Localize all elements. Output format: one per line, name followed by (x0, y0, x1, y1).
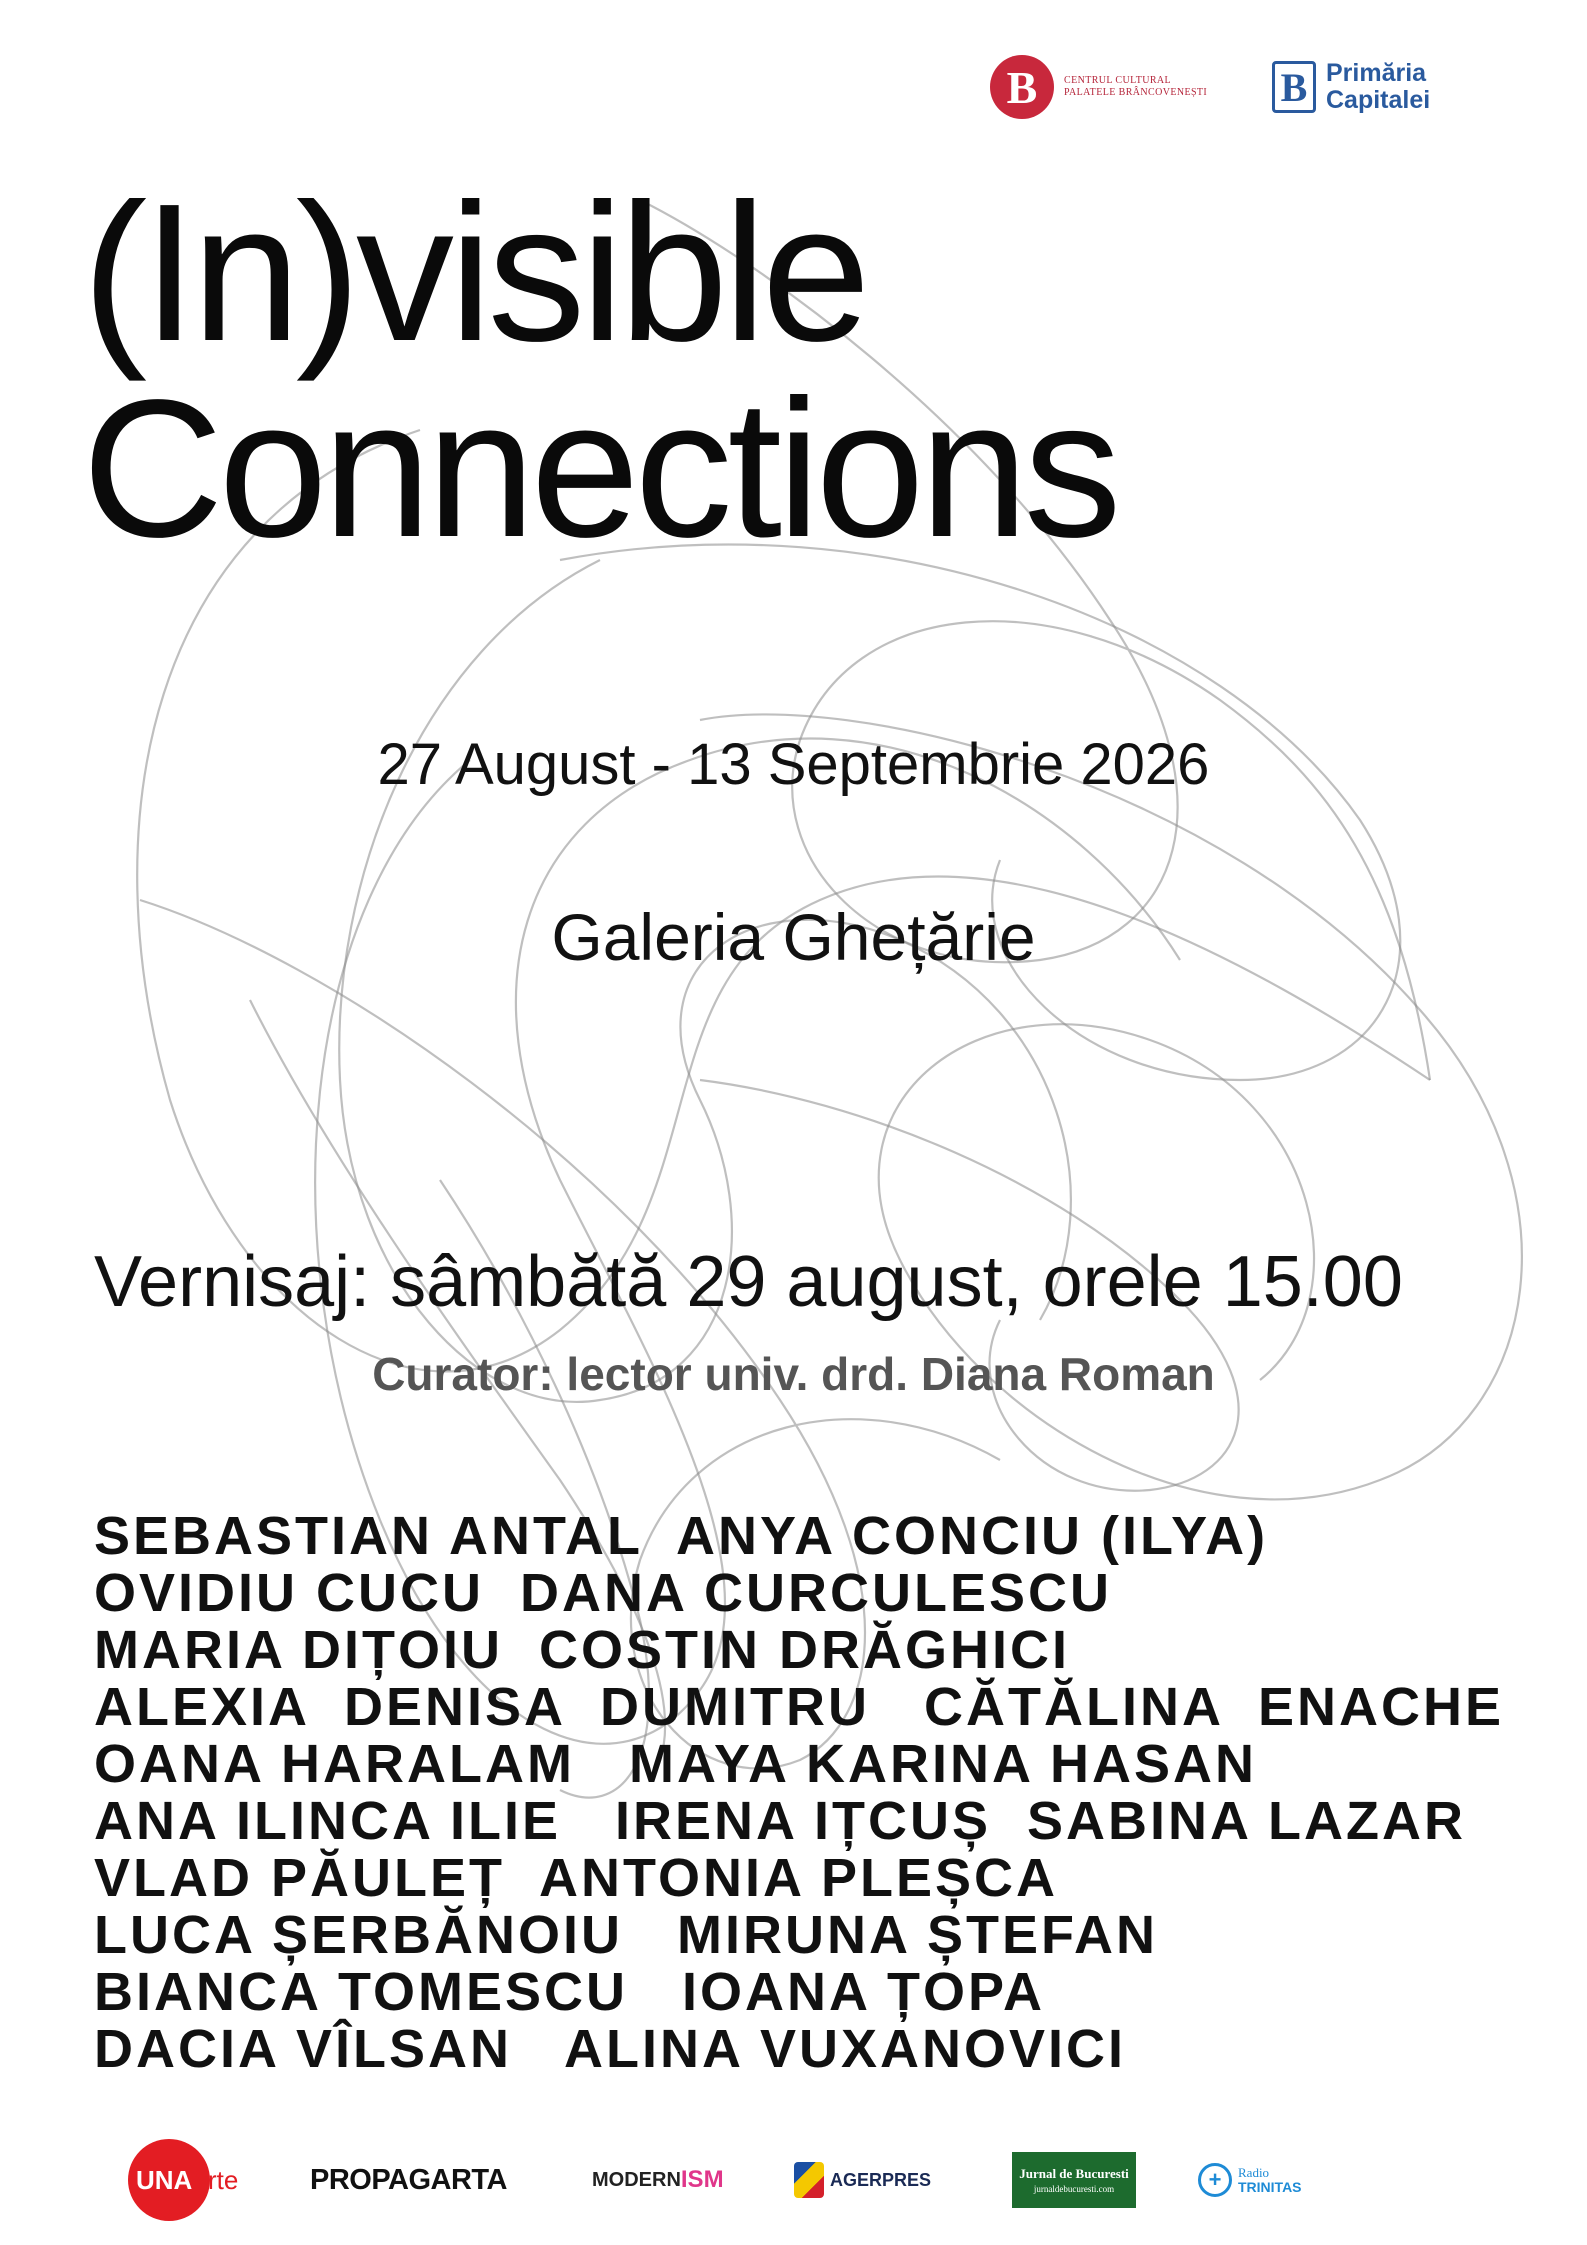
cultural-center-wordmark (1064, 75, 1234, 99)
title-line-1: (In)visible (82, 163, 866, 382)
sponsor-strip (0, 2140, 1587, 2220)
artist-line: SEBASTIAN ANTAL ANYA CONCIU (ILYA) (94, 1506, 1269, 1566)
city-hall-line1: Primăria (1326, 59, 1427, 87)
unarte-circle-icon: UNA (128, 2139, 210, 2221)
cultural-center-line2: PALATELE BRÂNCOVENEȘTI (1064, 87, 1208, 98)
exhibition-dates: 27 August - 13 Septembrie 2026 (377, 732, 1210, 797)
city-hall-wordmark (1326, 60, 1430, 114)
modernism-logo (592, 2140, 724, 2220)
cultural-center-logo (980, 44, 1246, 130)
radio-line2: TRINITAS (1238, 2178, 1302, 2195)
artist-list (94, 1508, 1504, 2078)
artist-line: OANA HARALAM MAYA KARINA HASAN (94, 1734, 1258, 1794)
city-hall-emblem-icon: B (1272, 61, 1316, 113)
artist-line: DACIA VÎLSAN ALINA VUXANOVICI (94, 2019, 1127, 2079)
venue-name: Galeria Ghețărie (551, 900, 1036, 974)
city-hall-logo (1272, 44, 1472, 130)
jurnal-wordmark (1012, 2152, 1136, 2208)
artist-line: MARIA DIȚOIU COSTIN DRĂGHICI (94, 1620, 1070, 1680)
scribble-loop-7 (560, 545, 1400, 1080)
curator-credit: Curator: lector univ. drd. Diana Roman (372, 1348, 1215, 1400)
artist-line: VLAD PĂULEȚ ANTONIA PLEȘCA (94, 1848, 1059, 1908)
radio-trinitas-logo (1198, 2140, 1302, 2220)
cultural-center-line1: CENTRUL CULTURAL (1064, 75, 1172, 86)
agerpres-wordmark: AGERPRES (830, 2169, 932, 2190)
exhibition-title (82, 163, 1117, 578)
cultural-center-emblem-icon: B (990, 55, 1054, 119)
artist-line: OVIDIU CUCU DANA CURCULESCU (94, 1563, 1113, 1623)
plus-cross-icon: + (1198, 2163, 1232, 2197)
artist-line: ALEXIA DENISA DUMITRU CĂTĂLINA ENACHE (94, 1677, 1505, 1737)
artist-line: ANA ILINCA ILIE IRENA IȚCUȘ SABINA LAZAR (94, 1791, 1466, 1851)
radio-trinitas-wordmark (1238, 2166, 1302, 2195)
artist-line: LUCA ȘERBĂNOIU MIRUNA ȘTEFAN (94, 1905, 1159, 1965)
propagarta-logo: PROPAGARTA (310, 2163, 507, 2196)
modernism-ism-mark: ISM (680, 2166, 724, 2193)
jurnal-de-bucuresti-logo (1012, 2140, 1136, 2220)
radio-line1: Radio (1238, 2164, 1270, 2180)
title-line-2: Connections (82, 359, 1117, 578)
unarte-wordmark-tail: rte (208, 2164, 239, 2195)
opening-info: Vernisaj: sâmbătă 29 august, orele 15.00 (94, 1242, 1403, 1322)
agerpres-emblem-icon (794, 2162, 824, 2198)
modernism-wordmark: MODERN (592, 2168, 681, 2191)
agerpres-logo (794, 2140, 931, 2220)
jurnal-line1: Jurnal de Bucuresti (1019, 2166, 1129, 2181)
city-hall-line2: Capitalei (1326, 86, 1431, 114)
artist-line: BIANCA TOMESCU IOANA ȚOPA (94, 1962, 1046, 2022)
jurnal-line2: jurnaldebucuresti.com (1033, 2184, 1115, 2194)
unarte-logo (128, 2140, 238, 2220)
